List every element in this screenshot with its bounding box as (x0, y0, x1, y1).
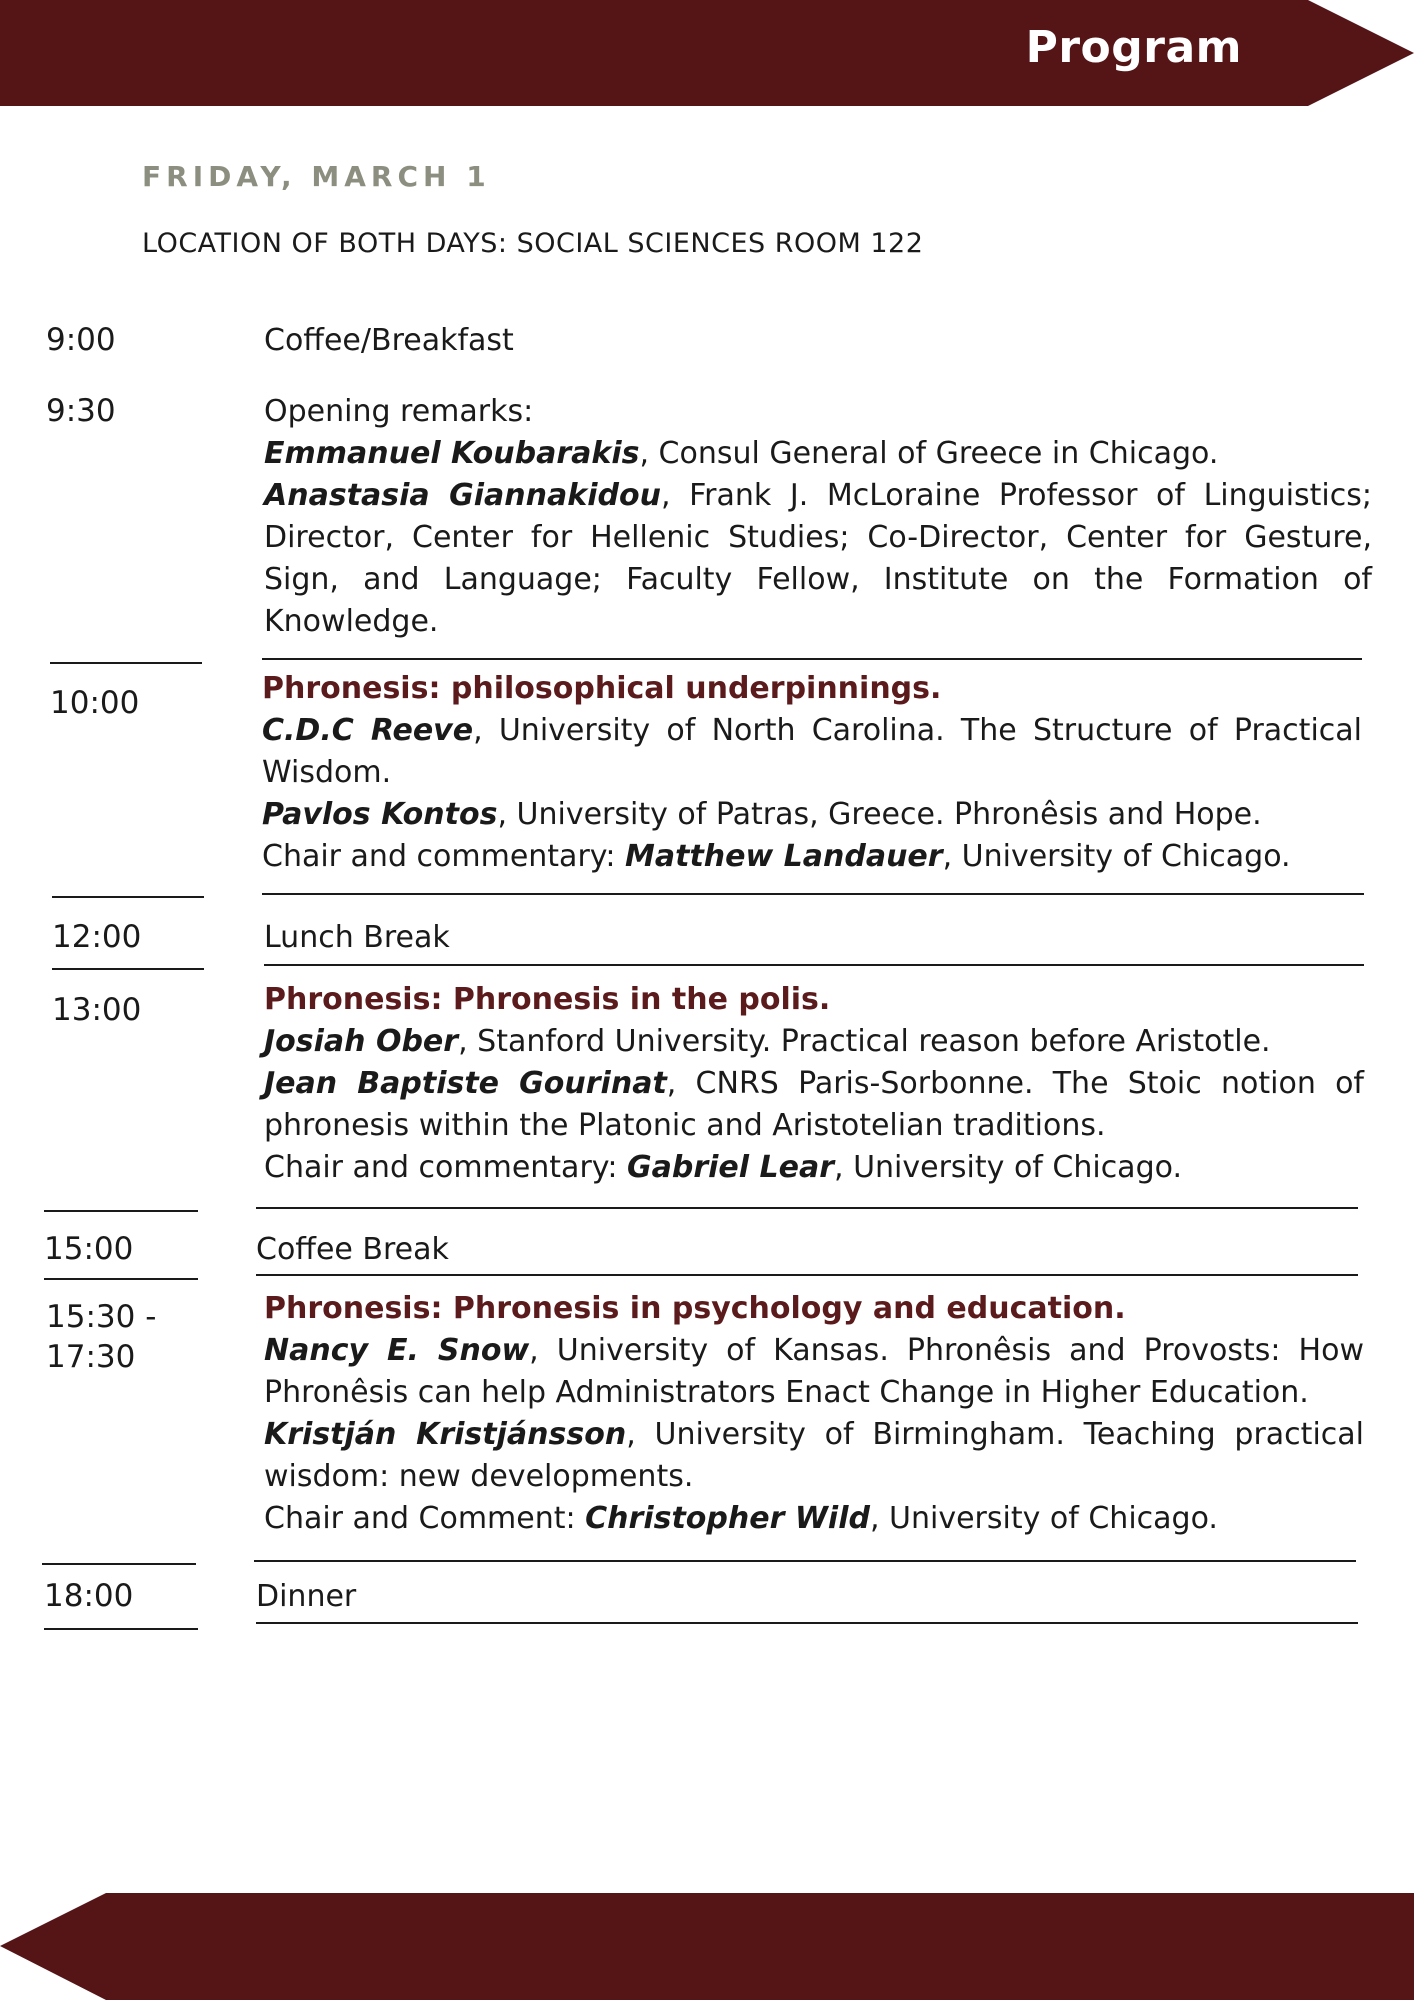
entry-lunch-break (264, 917, 1364, 959)
entry-coffee-break (256, 1229, 1356, 1271)
page-title: Program (1025, 22, 1242, 73)
speaker-name: Emmanuel Koubarakis (264, 436, 640, 471)
chair-detail: , University of Chicago. (869, 1501, 1218, 1536)
time-slot-1800: 18:00 (44, 1578, 134, 1614)
divider (254, 1560, 1356, 1562)
speaker-detail: , Stanford University. Practical reason before Aristotle. (458, 1024, 1271, 1059)
speaker-name: Pavlos Kontos (262, 797, 498, 832)
chair-name: Gabriel Lear (627, 1150, 834, 1185)
entry-dinner (256, 1576, 1356, 1618)
entry-text: Lunch Break (264, 920, 450, 955)
divider (42, 1563, 196, 1565)
location-note: LOCATION OF BOTH DAYS: SOCIAL SCIENCES ROOM 122 (142, 228, 924, 259)
speaker-name: C.D.C Reeve (262, 713, 474, 748)
chair-detail: , University of Chicago. (834, 1150, 1182, 1185)
divider (256, 1622, 1358, 1624)
chair-line (262, 836, 1362, 878)
divider (44, 1210, 198, 1212)
time-start: 15:30 - (46, 1299, 157, 1335)
speaker-line (264, 1021, 1364, 1063)
session-phronesis-psychology-education (264, 1288, 1364, 1540)
time-end: 17:30 (46, 1339, 136, 1375)
speaker-line (264, 475, 1372, 643)
bottom-banner (0, 1893, 1414, 2000)
speaker-line (264, 1063, 1364, 1147)
speaker-detail: , CNRS Paris-Sorbonne. The Stoic notion of phronesis within the Platonic and Aristotelian traditions. (264, 1066, 1364, 1143)
speaker-detail: , University of Patras, Greece. Phronêsis and Hope. (497, 797, 1262, 832)
speaker-line (264, 433, 1372, 475)
speaker-name: Anastasia Giannakidou (264, 478, 661, 513)
speaker-detail: , University of Kansas. Phronêsis and Provosts: How Phronêsis can help Administrators Enact Change in Higher Education. (264, 1333, 1364, 1410)
time-slot-1200: 12:00 (52, 919, 142, 955)
time-slot-1300: 13:00 (52, 992, 142, 1028)
chair-name: Christopher Wild (585, 1501, 870, 1536)
speaker-name: Nancy E. Snow (264, 1333, 530, 1368)
speaker-line (264, 1330, 1364, 1414)
session-title: Phronesis: Phronesis in the polis. (264, 982, 831, 1017)
session-title: Phronesis: philosophical underpinnings. (262, 671, 942, 706)
speaker-line (262, 794, 1362, 836)
divider (52, 968, 204, 970)
speaker-detail: , Frank J. McLoraine Professor of Linguistics; Director, Center for Hellenic Studies; Co-Director, Center for Gesture, Sign, and Language; Faculty Fellow, Institute on the Formation of Knowledge. (264, 478, 1372, 639)
divider (44, 1628, 198, 1630)
time-slot-0900: 9:00 (46, 322, 116, 358)
divider (52, 896, 204, 898)
divider (262, 658, 1362, 660)
time-slot-0930: 9:30 (46, 393, 116, 429)
speaker-line (264, 1414, 1364, 1498)
chair-name: Matthew Landauer (625, 839, 943, 874)
divider (256, 1207, 1358, 1209)
speaker-name: Jean Baptiste Gourinat (264, 1066, 667, 1101)
divider (256, 1274, 1358, 1276)
entry-text: Coffee/Breakfast (264, 323, 514, 358)
speaker-name: Josiah Ober (264, 1024, 459, 1059)
speaker-detail: , Consul General of Greece in Chicago. (639, 436, 1219, 471)
divider (50, 662, 202, 664)
entry-opening-remarks (264, 391, 1372, 643)
time-slot-1530-1730 (46, 1297, 156, 1377)
day-heading: FRIDAY, MARCH 1 (142, 160, 491, 193)
entry-coffee-breakfast (264, 320, 1374, 362)
divider (264, 964, 1364, 966)
time-slot-1500: 15:00 (44, 1231, 134, 1267)
entry-intro: Opening remarks: (264, 394, 534, 429)
chair-prefix: Chair and commentary: (264, 1150, 627, 1185)
chair-prefix: Chair and Comment: (264, 1501, 586, 1536)
chair-prefix: Chair and commentary: (262, 839, 625, 874)
chair-line (264, 1147, 1364, 1189)
speaker-detail: , University of North Carolina. The Structure of Practical Wisdom. (262, 713, 1362, 790)
chair-line (264, 1498, 1364, 1540)
time-slot-1000: 10:00 (50, 685, 140, 721)
speaker-detail: , University of Birmingham. Teaching practical wisdom: new developments. (264, 1417, 1364, 1494)
entry-text: Coffee Break (256, 1232, 449, 1267)
entry-text: Dinner (256, 1579, 357, 1614)
session-phronesis-polis (264, 979, 1364, 1189)
chair-detail: , University of Chicago. (942, 839, 1291, 874)
session-philosophical-underpinnings (262, 668, 1362, 878)
divider (44, 1278, 198, 1280)
session-title: Phronesis: Phronesis in psychology and education. (264, 1291, 1126, 1326)
divider (262, 893, 1364, 895)
speaker-name: Kristján Kristjánsson (264, 1417, 627, 1452)
speaker-line (262, 710, 1362, 794)
